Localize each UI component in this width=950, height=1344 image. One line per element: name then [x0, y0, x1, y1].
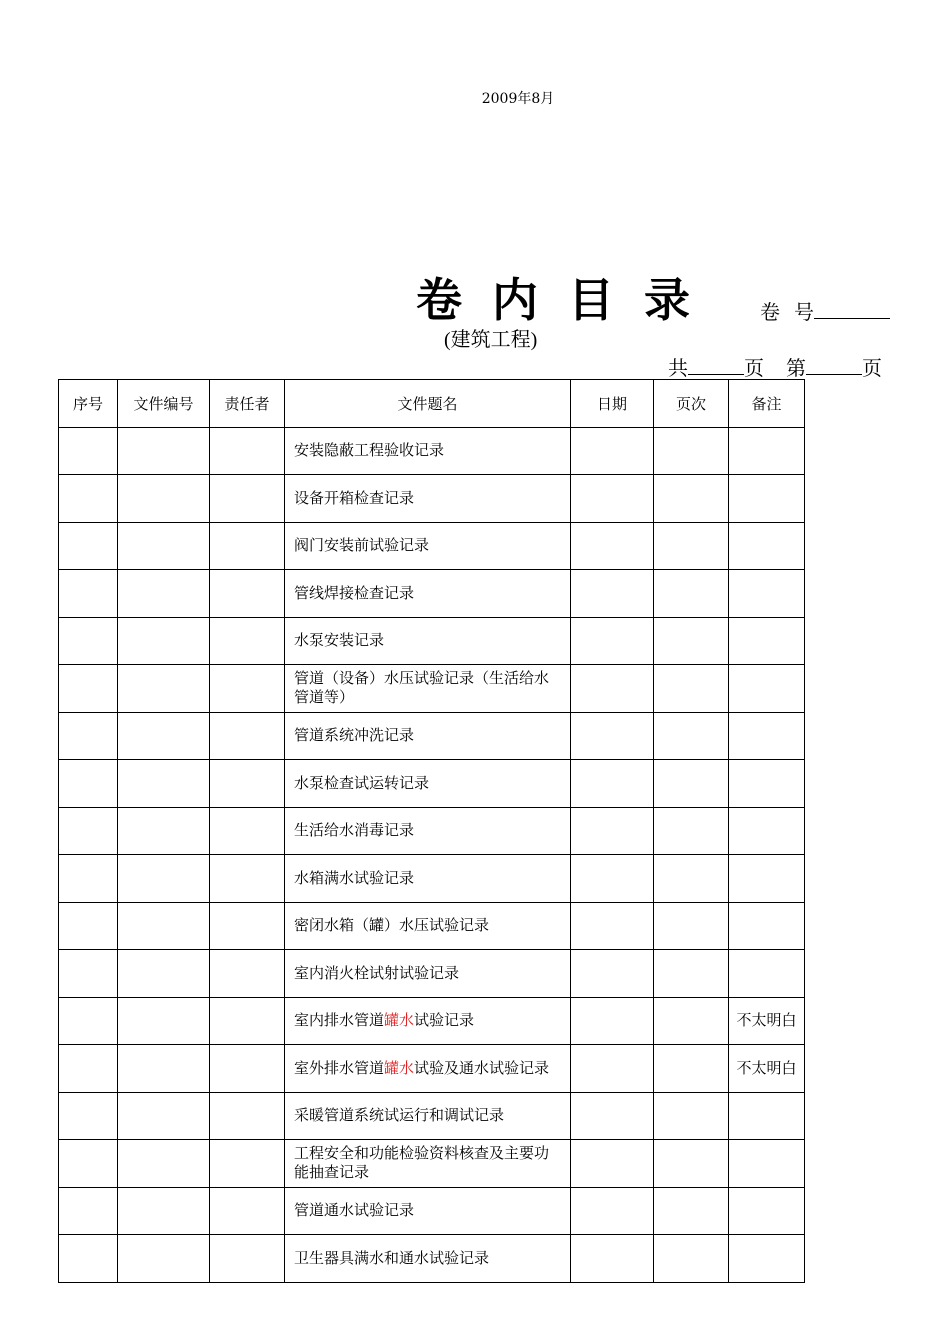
cell-file-title: 工程安全和功能检验资料核查及主要功能抽查记录 — [285, 1140, 571, 1188]
cell-remark — [729, 665, 805, 713]
cell-date — [571, 617, 654, 665]
pages-total-label: 共 — [668, 356, 688, 380]
cell-file-title: 密闭水箱（罐）水压试验记录 — [285, 902, 571, 950]
cell-file-number — [118, 427, 210, 475]
cell-remark — [729, 617, 805, 665]
cell-file-number — [118, 1187, 210, 1235]
cell-remark — [729, 1092, 805, 1140]
pages-current-label: 第 — [786, 356, 806, 380]
cell-responsible — [210, 902, 285, 950]
pages-unit-2: 页 — [862, 356, 882, 380]
cell-page — [654, 1140, 729, 1188]
cell-responsible — [210, 617, 285, 665]
header-serial: 序号 — [59, 380, 118, 428]
cell-file-number — [118, 712, 210, 760]
cell-file-title: 卫生器具满水和通水试验记录 — [285, 1235, 571, 1283]
cell-responsible — [210, 1187, 285, 1235]
cell-page — [654, 617, 729, 665]
table-row — [59, 760, 805, 808]
cell-file-title — [285, 997, 571, 1045]
cell-file-number — [118, 617, 210, 665]
table-row — [59, 570, 805, 618]
cell-responsible — [210, 997, 285, 1045]
table-row — [59, 1235, 805, 1283]
cell-date — [571, 1092, 654, 1140]
cell-remark — [729, 902, 805, 950]
cell-remark — [729, 1235, 805, 1283]
cell-date — [571, 1140, 654, 1188]
cell-file-title: 水泵安装记录 — [285, 617, 571, 665]
cell-date — [571, 1235, 654, 1283]
cell-serial — [59, 665, 118, 713]
cell-serial — [59, 1092, 118, 1140]
cell-page — [654, 855, 729, 903]
cell-file-title: 管道（设备）水压试验记录（生活给水管道等） — [285, 665, 571, 713]
cell-serial — [59, 1187, 118, 1235]
table-row — [59, 1092, 805, 1140]
cell-serial — [59, 570, 118, 618]
cell-responsible — [210, 807, 285, 855]
cell-responsible — [210, 570, 285, 618]
cell-remark — [729, 1140, 805, 1188]
volume-number — [760, 298, 890, 326]
cell-remark — [729, 807, 805, 855]
table-row — [59, 522, 805, 570]
cell-serial — [59, 902, 118, 950]
cell-serial — [59, 760, 118, 808]
file-title-highlight: 罐水 — [384, 1011, 415, 1030]
cell-serial — [59, 1140, 118, 1188]
cell-file-number — [118, 807, 210, 855]
cell-file-number — [118, 1045, 210, 1093]
pages-current-blank[interactable] — [806, 356, 862, 375]
cell-remark — [729, 522, 805, 570]
cell-responsible — [210, 1235, 285, 1283]
cell-date — [571, 950, 654, 998]
table-row — [59, 1187, 805, 1235]
document-date: 2009年8月 — [481, 91, 555, 107]
cell-file-title: 设备开箱检查记录 — [285, 475, 571, 523]
cell-page — [654, 427, 729, 475]
page-subtitle: (建筑工程) — [444, 329, 538, 351]
file-title-text: 室外排水管道 — [294, 1058, 385, 1077]
cell-serial — [59, 997, 118, 1045]
table-row — [59, 665, 805, 713]
cell-file-number — [118, 475, 210, 523]
cell-page — [654, 1235, 729, 1283]
cell-date — [571, 855, 654, 903]
cell-file-number — [118, 1140, 210, 1188]
cell-remark — [729, 475, 805, 523]
cell-file-number — [118, 950, 210, 998]
cell-date — [571, 807, 654, 855]
cell-remark — [729, 712, 805, 760]
cell-remark: 不太明白 — [729, 997, 805, 1045]
cell-page — [654, 1045, 729, 1093]
cell-file-title: 采暖管道系统试运行和调试记录 — [285, 1092, 571, 1140]
page-count — [668, 354, 882, 382]
cell-responsible — [210, 760, 285, 808]
cell-file-number — [118, 997, 210, 1045]
cell-file-title: 安装隐蔽工程验收记录 — [285, 427, 571, 475]
cell-file-title: 管道系统冲洗记录 — [285, 712, 571, 760]
cell-file-number — [118, 1092, 210, 1140]
header-file-title: 文件题名 — [285, 380, 571, 428]
file-title-text: 试验记录 — [414, 1011, 475, 1030]
cell-file-number — [118, 522, 210, 570]
cell-file-number — [118, 902, 210, 950]
cell-responsible — [210, 1092, 285, 1140]
table-row — [59, 427, 805, 475]
table-row — [59, 902, 805, 950]
cell-page — [654, 997, 729, 1045]
cell-file-title: 室内消火栓试射试验记录 — [285, 950, 571, 998]
cell-page — [654, 902, 729, 950]
cell-serial — [59, 427, 118, 475]
file-title-highlight: 罐水 — [384, 1058, 415, 1077]
cell-responsible — [210, 712, 285, 760]
cell-date — [571, 1045, 654, 1093]
cell-serial — [59, 617, 118, 665]
cell-file-number — [118, 760, 210, 808]
cell-remark — [729, 427, 805, 475]
cell-file-title: 阀门安装前试验记录 — [285, 522, 571, 570]
pages-total-blank[interactable] — [688, 356, 744, 375]
cell-responsible — [210, 1045, 285, 1093]
cell-remark — [729, 760, 805, 808]
cell-file-title: 水泵检查试运转记录 — [285, 760, 571, 808]
cell-serial — [59, 1045, 118, 1093]
table-row — [59, 855, 805, 903]
header-date: 日期 — [571, 380, 654, 428]
volume-label-1: 卷 — [760, 300, 780, 324]
cell-remark — [729, 855, 805, 903]
cell-file-number — [118, 570, 210, 618]
cell-page — [654, 665, 729, 713]
table-row — [59, 1045, 805, 1093]
file-title-text: 室内排水管道 — [294, 1011, 385, 1030]
cell-page — [654, 807, 729, 855]
cell-serial — [59, 1235, 118, 1283]
cell-serial — [59, 522, 118, 570]
cell-page — [654, 570, 729, 618]
cell-date — [571, 902, 654, 950]
cell-date — [571, 1187, 654, 1235]
cell-responsible — [210, 1140, 285, 1188]
cell-page — [654, 712, 729, 760]
cell-file-title: 管线焊接检查记录 — [285, 570, 571, 618]
cell-file-title — [285, 1045, 571, 1093]
cell-page — [654, 950, 729, 998]
volume-label-2: 号 — [794, 300, 814, 324]
cell-page — [654, 522, 729, 570]
page-title: 卷内目录 — [416, 273, 720, 327]
cell-serial — [59, 950, 118, 998]
cell-responsible — [210, 950, 285, 998]
cell-date — [571, 760, 654, 808]
cell-responsible — [210, 665, 285, 713]
cell-remark — [729, 950, 805, 998]
cell-page — [654, 475, 729, 523]
cell-date — [571, 570, 654, 618]
cell-date — [571, 522, 654, 570]
file-title-text: 试验及通水试验记录 — [414, 1058, 550, 1077]
cell-date — [571, 997, 654, 1045]
cell-date — [571, 665, 654, 713]
volume-number-blank[interactable] — [814, 300, 890, 319]
table-row — [59, 617, 805, 665]
table-header-row — [59, 380, 805, 428]
cell-page — [654, 1187, 729, 1235]
table-row — [59, 475, 805, 523]
cell-responsible — [210, 427, 285, 475]
pages-unit-1: 页 — [744, 356, 764, 380]
table-row — [59, 1140, 805, 1188]
cell-file-title: 生活给水消毒记录 — [285, 807, 571, 855]
header-responsible: 责任者 — [210, 380, 285, 428]
table-row — [59, 950, 805, 998]
cell-serial — [59, 855, 118, 903]
cell-date — [571, 427, 654, 475]
cell-responsible — [210, 475, 285, 523]
cell-file-title: 管道通水试验记录 — [285, 1187, 571, 1235]
cell-responsible — [210, 855, 285, 903]
cell-file-number — [118, 855, 210, 903]
table-row — [59, 997, 805, 1045]
header-page: 页次 — [654, 380, 729, 428]
table-row — [59, 712, 805, 760]
cell-page — [654, 760, 729, 808]
cell-date — [571, 475, 654, 523]
cell-file-number — [118, 1235, 210, 1283]
file-index-table — [58, 379, 805, 1283]
cell-file-title: 水箱满水试验记录 — [285, 855, 571, 903]
cell-remark — [729, 1187, 805, 1235]
table-row — [59, 807, 805, 855]
header-remark: 备注 — [729, 380, 805, 428]
cell-responsible — [210, 522, 285, 570]
cell-remark — [729, 570, 805, 618]
cell-date — [571, 712, 654, 760]
cell-serial — [59, 712, 118, 760]
cell-serial — [59, 475, 118, 523]
cell-remark: 不太明白 — [729, 1045, 805, 1093]
cell-serial — [59, 807, 118, 855]
cell-page — [654, 1092, 729, 1140]
cell-file-number — [118, 665, 210, 713]
header-file-number: 文件编号 — [118, 380, 210, 428]
